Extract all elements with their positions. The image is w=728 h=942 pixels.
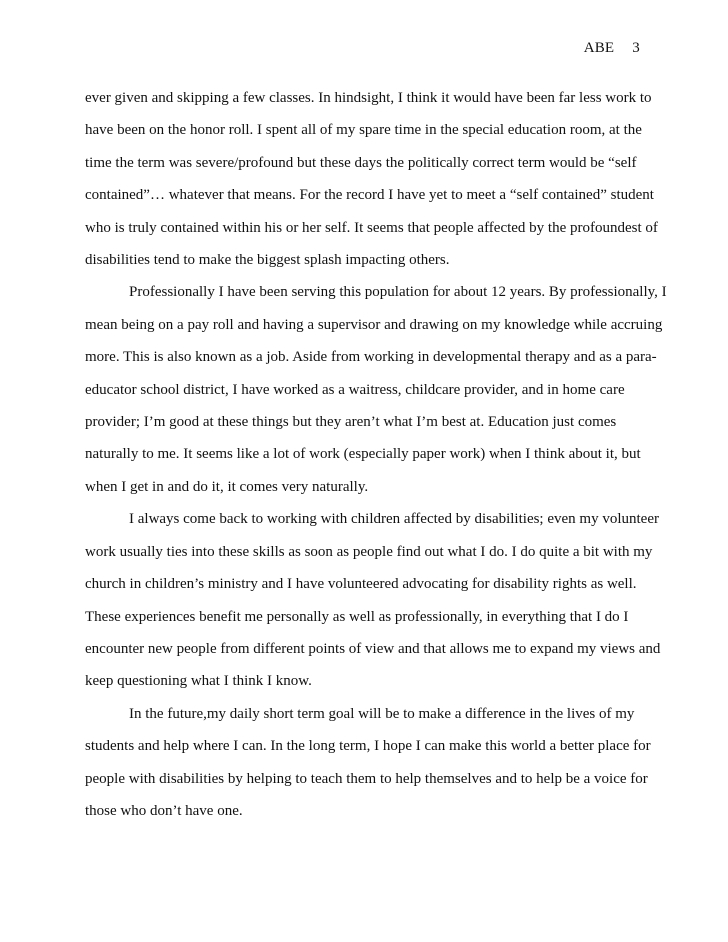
text-line: encounter new people from different points of view and that allows me to expand my views and — [85, 640, 661, 657]
text-line: disabilities tend to make the biggest splash impacting others. — [85, 252, 450, 269]
text-line: ever given and skipping a few classes. In hindsight, I think it would have been far less work to — [85, 90, 652, 106]
text-line: when I get in and do it, it comes very naturally. — [85, 478, 369, 495]
text-line: These experiences benefit me personally as well as professionally, in everything that I do I — [85, 608, 629, 625]
text-line: provider; I’m good at these things but they aren’t what I’m best at. Education just comes — [85, 414, 617, 431]
running-head-title: ABE — [583, 40, 615, 56]
text-line: have been on the honor roll. I spent all of my spare time in the special education room, at the — [85, 122, 642, 139]
text-line: students and help where I can. In the long term, I hope I can make this world a better place for — [85, 738, 651, 755]
text-line: naturally to me. It seems like a lot of work (especially paper work) when I think about it, but — [85, 446, 641, 463]
running-head — [584, 40, 640, 57]
paragraph-4 — [85, 698, 657, 828]
text-line: keep questioning what I think I know. — [85, 673, 312, 690]
text-line: Professionally I have been serving this population for about 12 years. By professionally, I — [129, 284, 667, 301]
text-line: In the future,my daily short term goal will be to make a difference in the lives of my — [129, 705, 635, 722]
page-number: 3 — [632, 40, 640, 56]
body-text — [85, 82, 667, 827]
text-line: educator school district, I have worked as a waitress, childcare provider, and in home care — [85, 381, 625, 398]
text-line: those who don’t have one. — [85, 802, 243, 819]
text-line: time the term was severe/profound but these days the politically correct term would be “self — [85, 154, 637, 171]
text-line: church in children’s ministry and I have volunteered advocating for disability rights as well. — [85, 576, 637, 593]
paragraph-2 — [85, 276, 667, 503]
text-line: work usually ties into these skills as soon as people find out what I do. I do quite a bit with my — [85, 543, 653, 560]
paragraph-1 — [85, 82, 657, 276]
text-line: more. This is also known as a job. Aside from working in developmental therapy and as a para- — [85, 349, 657, 366]
text-line: who is truly contained within his or her self. It seems that people affected by the profoundest of — [85, 219, 658, 236]
text-line: contained”… whatever that means. For the record I have yet to meet a “self contained” student — [85, 187, 654, 204]
text-line: people with disabilities by helping to teach them to help themselves and to help be a voice for — [85, 770, 648, 787]
paragraph-3 — [85, 503, 661, 697]
text-line: I always come back to working with children affected by disabilities; even my volunteer — [129, 511, 659, 528]
text-line: mean being on a pay roll and having a supervisor and drawing on my knowledge while accruing — [85, 316, 663, 333]
